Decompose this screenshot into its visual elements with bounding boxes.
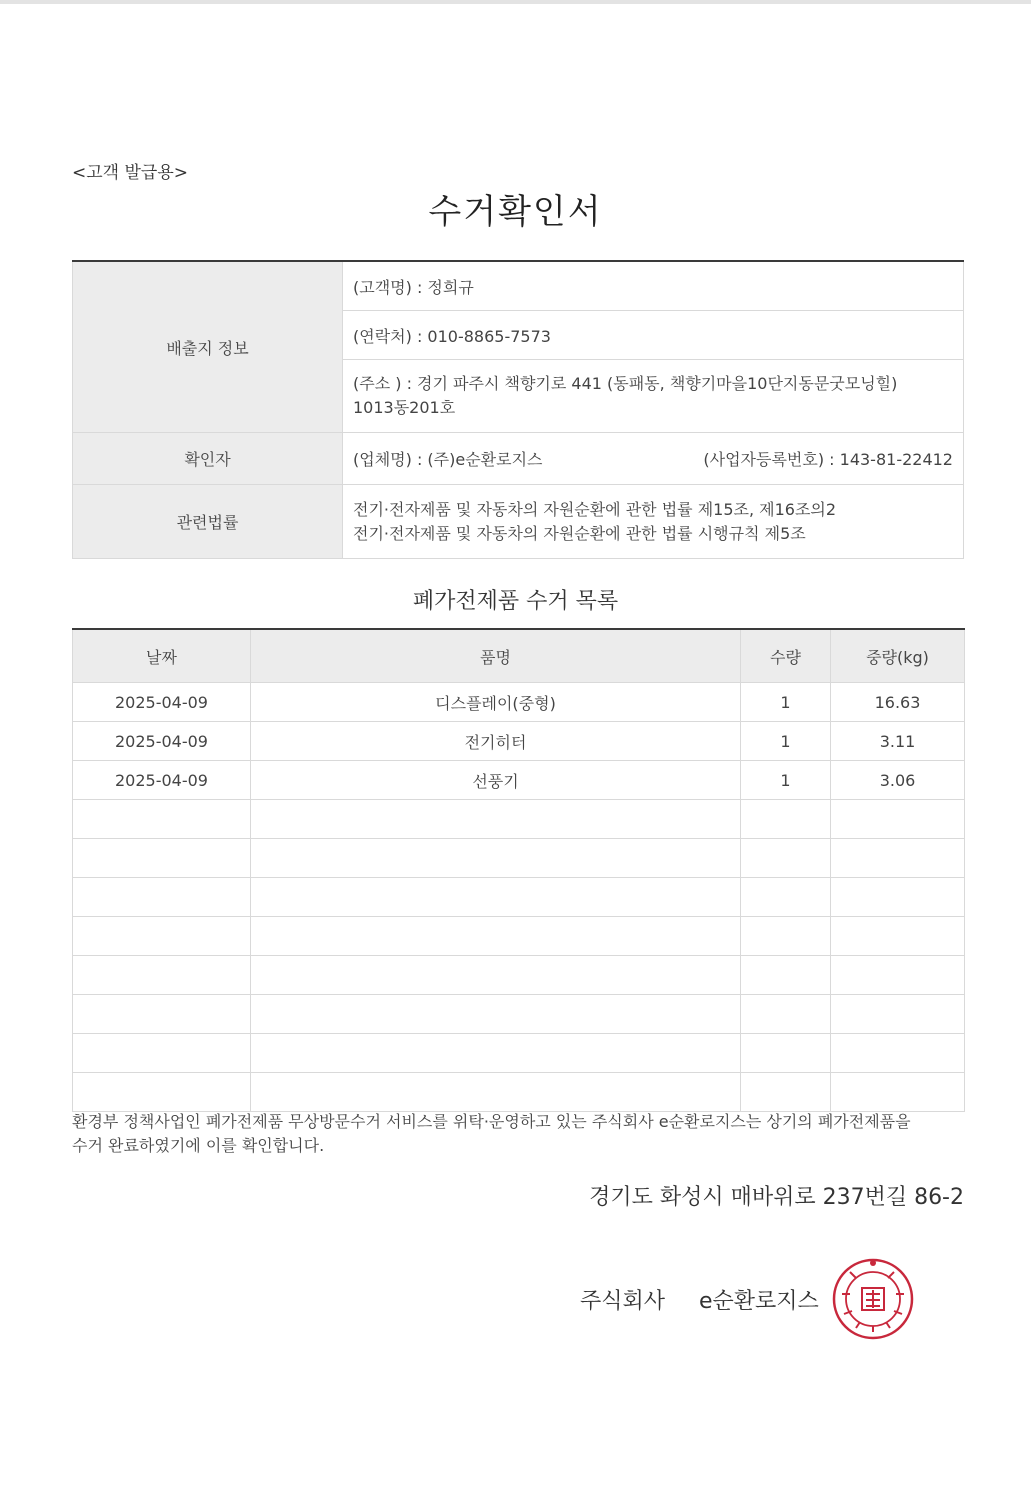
list-title: 폐가전제품 수거 목록 xyxy=(412,589,619,614)
origin-header: 배출지 정보 xyxy=(73,261,343,433)
company-address: 경기도 화성시 매바위로 237번길 86-2 xyxy=(589,1185,964,1210)
cell-quantity xyxy=(741,995,831,1034)
company: (업체명) : (주)e순환로지스 xyxy=(353,450,543,469)
cell-quantity xyxy=(741,1073,831,1112)
table-row xyxy=(73,917,965,956)
cell-item xyxy=(251,1034,741,1073)
header-weight: 중량(kg) xyxy=(831,629,965,683)
table-row xyxy=(73,995,965,1034)
table-row xyxy=(73,839,965,878)
address-line1: (주소 ) : 경기 파주시 책향기로 441 (동패동, 책향기마을10단지동문굿모닝힐) xyxy=(353,374,898,393)
cell-quantity: 1 xyxy=(741,683,831,722)
table-row xyxy=(73,761,965,800)
customer-name: (고객명) : 정희규 xyxy=(343,261,964,311)
cell-date: 2025-04-09 xyxy=(73,683,251,722)
cell-quantity xyxy=(741,839,831,878)
cell-item xyxy=(251,956,741,995)
cell-item: 선풍기 xyxy=(251,761,741,800)
items-table xyxy=(72,628,965,1112)
cell-item xyxy=(251,1073,741,1112)
cell-weight xyxy=(831,956,965,995)
cell-weight xyxy=(831,1073,965,1112)
company-seal xyxy=(832,1258,914,1340)
notice-line2: 수거 완료하였기에 이를 확인합니다. xyxy=(72,1136,325,1155)
cell-quantity xyxy=(741,917,831,956)
cell-date xyxy=(73,995,251,1034)
table-row xyxy=(73,722,965,761)
address-cell xyxy=(343,360,964,433)
header-quantity: 수량 xyxy=(741,629,831,683)
company-prefix: 주식회사 xyxy=(580,1289,666,1314)
cell-date xyxy=(73,839,251,878)
cell-item xyxy=(251,917,741,956)
cell-date xyxy=(73,1073,251,1112)
table-row xyxy=(73,956,965,995)
cell-quantity xyxy=(741,878,831,917)
page-title: 수거확인서 xyxy=(428,192,603,232)
cell-item xyxy=(251,800,741,839)
law-line1: 전기·전자제품 및 자동차의 자원순환에 관한 법률 제15조, 제16조의2 xyxy=(353,499,837,519)
cell-item xyxy=(251,839,741,878)
cell-date: 2025-04-09 xyxy=(73,761,251,800)
law-line2: 전기·전자제품 및 자동차의 자원순환에 관한 법률 시행규칙 제5조 xyxy=(353,523,806,543)
table-row xyxy=(73,1034,965,1073)
cell-quantity xyxy=(741,800,831,839)
cell-weight xyxy=(831,800,965,839)
top-divider xyxy=(0,0,1031,4)
cell-weight xyxy=(831,1034,965,1073)
cell-weight: 3.11 xyxy=(831,722,965,761)
cell-date: 2025-04-09 xyxy=(73,722,251,761)
notice-line1: 환경부 정책사업인 폐가전제품 무상방문수거 서비스를 위탁·운영하고 있는 주식회사 e순환로지스는 상기의 폐가전제품을 xyxy=(72,1112,911,1131)
contact: (연락처) : 010-8865-7573 xyxy=(343,311,964,360)
cell-date xyxy=(73,878,251,917)
issue-label: <고객 발급용> xyxy=(72,163,189,183)
company-name: e순환로지스 xyxy=(699,1289,819,1314)
business-number: (사업자등록번호) : 143-81-22412 xyxy=(703,450,953,469)
table-row xyxy=(73,1073,965,1112)
table-row xyxy=(73,800,965,839)
cell-weight xyxy=(831,995,965,1034)
cell-date xyxy=(73,1034,251,1073)
cell-weight xyxy=(831,878,965,917)
cell-item: 디스플레이(중형) xyxy=(251,683,741,722)
confirmer-header: 확인자 xyxy=(73,433,343,485)
cell-weight: 3.06 xyxy=(831,761,965,800)
cell-item xyxy=(251,995,741,1034)
address-line2: 1013동201호 xyxy=(353,398,456,417)
cell-quantity xyxy=(741,956,831,995)
cell-date xyxy=(73,956,251,995)
notice-text xyxy=(72,1110,964,1158)
cell-quantity xyxy=(741,1034,831,1073)
table-row xyxy=(73,683,965,722)
cell-quantity: 1 xyxy=(741,761,831,800)
cell-item: 전기히터 xyxy=(251,722,741,761)
cell-weight xyxy=(831,917,965,956)
cell-weight xyxy=(831,839,965,878)
table-row xyxy=(73,878,965,917)
header-item: 품명 xyxy=(251,629,741,683)
company-signature xyxy=(580,1284,819,1315)
cell-date xyxy=(73,800,251,839)
cell-weight: 16.63 xyxy=(831,683,965,722)
confirmer-cell xyxy=(343,433,964,485)
cell-item xyxy=(251,878,741,917)
info-table xyxy=(72,260,964,559)
law-cell xyxy=(343,485,964,559)
cell-date xyxy=(73,917,251,956)
header-date: 날짜 xyxy=(73,629,251,683)
cell-quantity: 1 xyxy=(741,722,831,761)
law-header: 관련법률 xyxy=(73,485,343,559)
